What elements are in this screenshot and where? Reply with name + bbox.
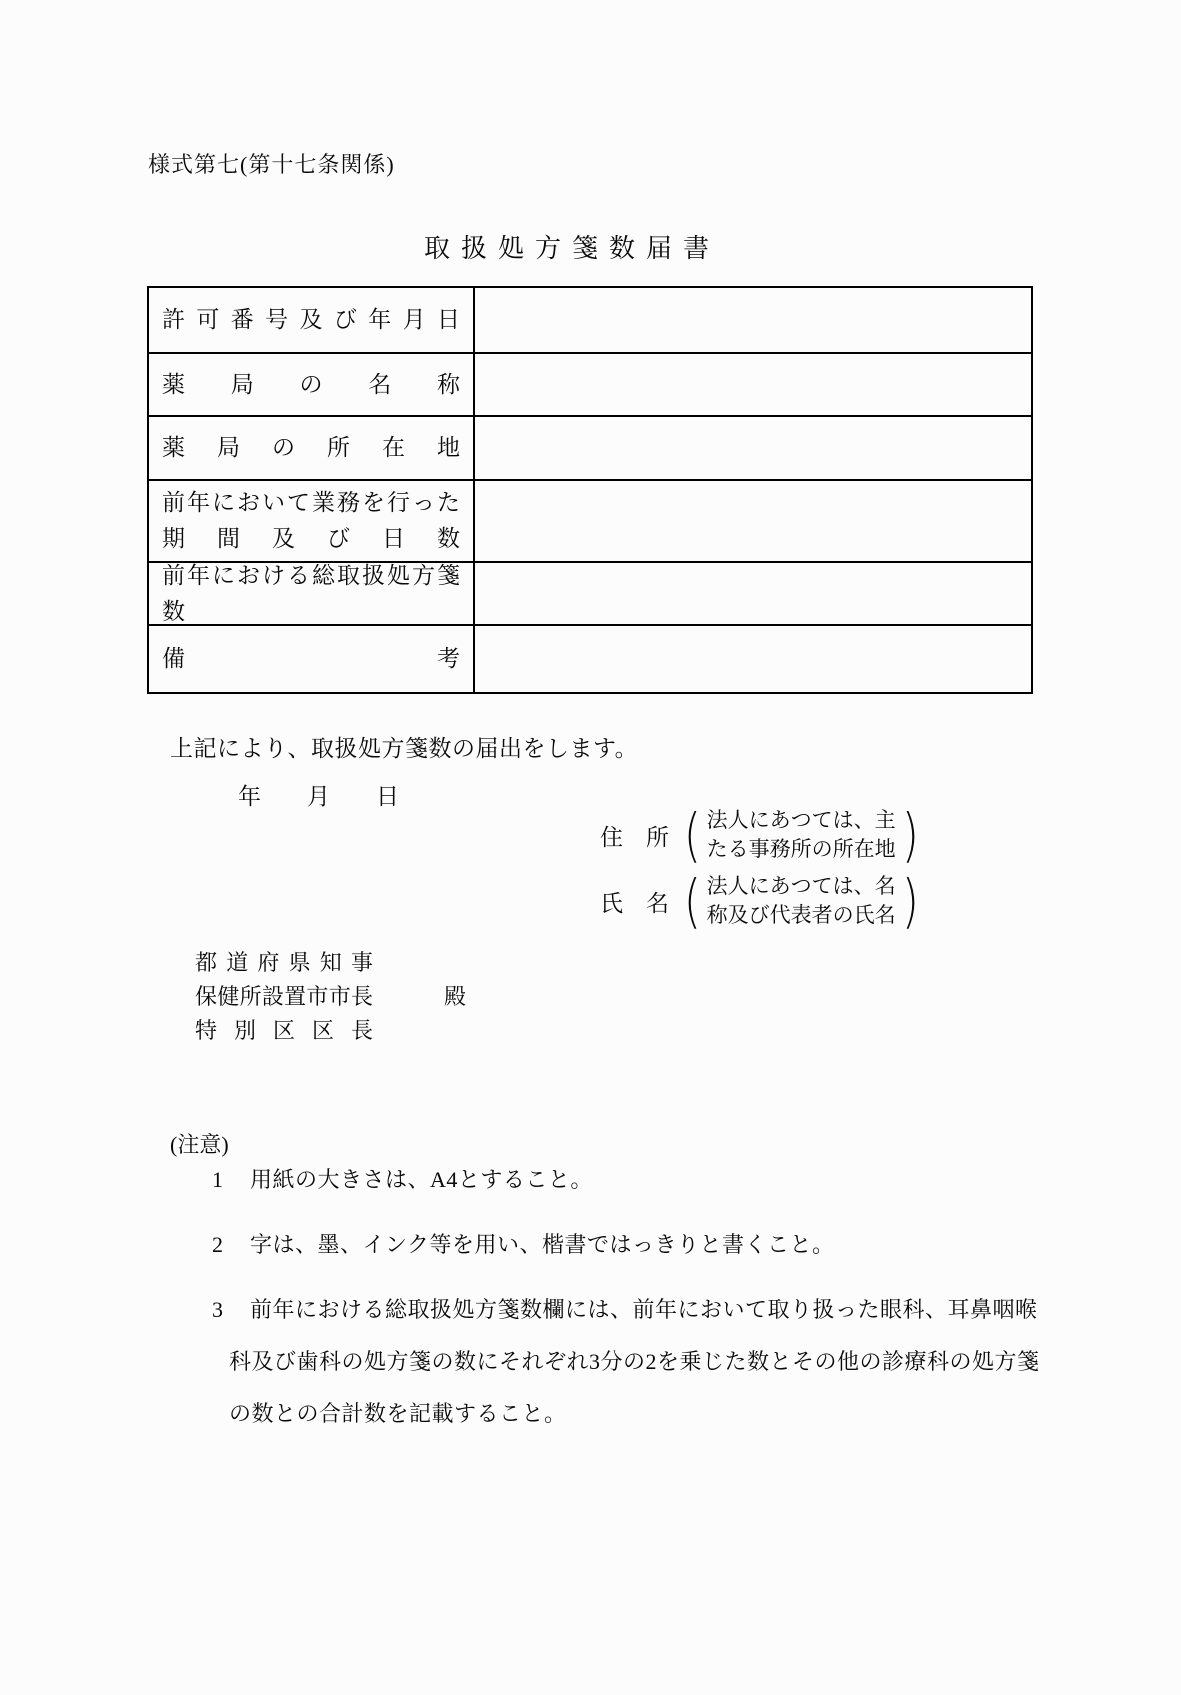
row-label-line2: 期間及び日数 bbox=[162, 526, 460, 551]
row-value-cell bbox=[475, 626, 1031, 692]
table-row-pharmacy-location bbox=[149, 415, 1031, 479]
page-title: 取扱処方箋数届書 bbox=[424, 234, 721, 263]
address-note bbox=[704, 806, 899, 864]
row-value-cell bbox=[475, 417, 1031, 479]
row-label-line1: 前年において業務を行った bbox=[162, 490, 460, 515]
row-label-cell bbox=[149, 417, 475, 479]
note-text: 科及び歯科の処方箋の数にそれぞれ3分の2を乗じた数とその他の診療科の処方箋 bbox=[229, 1349, 1040, 1374]
row-value-cell bbox=[475, 354, 1031, 415]
note-text: 用紙の大きさは、A4とすること。 bbox=[250, 1167, 593, 1192]
row-label: 前年における総取扱処方箋数 bbox=[162, 562, 460, 624]
note-text: の数との合計数を記載すること。 bbox=[229, 1401, 567, 1426]
declaration-statement: 上記により、取扱処方箋数の届出をします。 bbox=[170, 736, 639, 761]
row-value-cell bbox=[475, 563, 1031, 624]
note-item-2 bbox=[212, 1228, 835, 1259]
name-note bbox=[704, 872, 899, 930]
close-paren: ) bbox=[901, 801, 919, 869]
name-field bbox=[600, 867, 921, 935]
address-note-line1: 法人にあつては、主 bbox=[706, 808, 896, 832]
notes-heading: (注意) bbox=[170, 1132, 229, 1157]
name-note-line2: 称及び代表者の氏名 bbox=[706, 903, 896, 927]
close-paren: ) bbox=[901, 867, 919, 935]
row-value-cell bbox=[475, 288, 1031, 352]
row-label-cell bbox=[149, 563, 475, 624]
address-note-line2: たる事務所の所在地 bbox=[706, 837, 896, 861]
address-label: 住 所 bbox=[600, 824, 669, 850]
row-label: 薬局の所在地 bbox=[162, 435, 460, 460]
open-paren: ( bbox=[683, 867, 701, 935]
table-row-total-prescriptions bbox=[149, 561, 1031, 624]
addressee-city-mayor: 保健所設置市市長 bbox=[195, 984, 373, 1009]
row-label-cell bbox=[149, 481, 475, 561]
note-item-1 bbox=[212, 1163, 593, 1194]
form-table bbox=[147, 286, 1033, 694]
form-code: 様式第七(第十七条関係) bbox=[148, 152, 395, 177]
row-label: 許可番号及び年月日 bbox=[162, 307, 460, 332]
row-label-cell bbox=[149, 626, 475, 692]
note-text: 前年における総取扱処方箋数欄には、前年において取り扱った眼科、耳鼻咽喉 bbox=[250, 1297, 1038, 1322]
name-label: 氏 名 bbox=[600, 890, 669, 916]
row-label: 薬局の名称 bbox=[162, 371, 460, 397]
addressee-governor: 都道府県知事 bbox=[195, 950, 373, 975]
name-note-line1: 法人にあつては、名 bbox=[706, 874, 896, 898]
table-row-remarks bbox=[149, 624, 1031, 692]
note-number: 3 bbox=[212, 1297, 224, 1322]
row-label-cell bbox=[149, 288, 475, 352]
note-item-3-line3 bbox=[229, 1397, 567, 1428]
date-line: 年 月 日 bbox=[238, 784, 399, 809]
row-value-cell bbox=[475, 481, 1031, 561]
addressee-ward-mayor: 特別区区長 bbox=[195, 1018, 373, 1043]
note-item-3-line1 bbox=[212, 1293, 1038, 1324]
note-item-3-line2 bbox=[229, 1345, 1040, 1376]
note-text: 字は、墨、インク等を用い、楷書ではっきりと書くこと。 bbox=[250, 1232, 835, 1257]
note-number: 2 bbox=[212, 1232, 224, 1257]
table-row-permit-number bbox=[149, 288, 1031, 352]
row-label-cell bbox=[149, 354, 475, 415]
table-row-pharmacy-name bbox=[149, 352, 1031, 415]
row-label: 備考 bbox=[162, 646, 460, 671]
table-row-business-period bbox=[149, 479, 1031, 561]
note-number: 1 bbox=[212, 1167, 224, 1192]
address-field bbox=[600, 801, 921, 869]
addressee-block bbox=[195, 946, 373, 1048]
open-paren: ( bbox=[683, 801, 701, 869]
honorific: 殿 bbox=[444, 984, 467, 1009]
